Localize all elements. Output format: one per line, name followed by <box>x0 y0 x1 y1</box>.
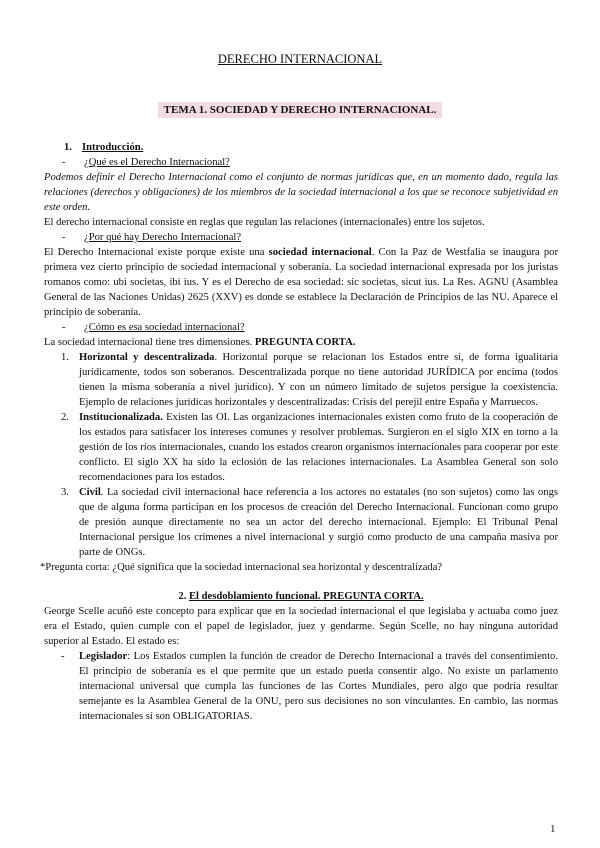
dimension-item <box>44 410 558 485</box>
why-bold-term: sociedad internacional <box>268 247 372 258</box>
item-number: 1. <box>61 352 69 363</box>
question-text: ¿Cómo es esa sociedad internacional? <box>84 322 245 333</box>
short-question-note: *Pregunta corta: ¿Qué significa que la sociedad internacional sea horizontal y descentralizada? <box>40 562 443 573</box>
role-term: Legislador <box>79 651 128 662</box>
item-term: Civil <box>79 487 101 498</box>
chapter-subtitle-text: TEMA 1. SOCIEDAD Y DERECHO INTERNACIONAL. <box>158 102 443 118</box>
scelle-paragraph: George Scelle acuñó este concepto para explicar que en la sociedad internacional el que legislaba y actuaba como juez era el Estado, quien cumple con el papel de legislador, juez y gendarme. Según Scelle, no hay ninguna autoridad superior al Estado. El estado es: <box>44 606 558 647</box>
bullet-dash: - <box>61 651 65 662</box>
page-number: 1 <box>550 823 556 835</box>
question-text: ¿Qué es el Derecho Internacional? <box>84 157 230 168</box>
short-question-tag: PREGUNTA CORTA. <box>254 337 356 348</box>
section-number: 1. <box>64 142 72 153</box>
dimension-item <box>44 350 558 410</box>
dimension-item <box>44 485 558 560</box>
document-title: DERECHO INTERNACIONAL <box>217 52 383 66</box>
why-paragraph <box>44 245 558 320</box>
document-body <box>40 140 558 724</box>
section-heading-desdoblamiento <box>44 589 558 604</box>
item-text: . Horizontal porque se relacionan los Estados entre sí, de forma igualitaria jurídicamente, todos son soberanos. Descentralizada porque no tiene autoridad JURÍDICA por encima (todos tienen la misma soberanía a nivel jurídico). Y con un número limitado de sujetos persigue la coexistencia. Ejemplo de relaciones jurídicas horizontales y descentralizadas: Crisis del perejil entre España y Marruecos. <box>79 352 558 408</box>
bullet-dash: - <box>62 322 66 333</box>
chapter-subtitle <box>0 103 600 118</box>
dimensions-intro-text: La sociedad internacional tiene tres dimensiones. <box>44 337 255 348</box>
question-what-is <box>62 155 558 170</box>
definition-paragraph: Podemos definir el Derecho Internacional como el conjunto de normas jurídicas que, en un momento dado, regula las relaciones (derechos y obligaciones) de los miembros de la sociedad internacional a los que se reconoce subjetividad en este orden. <box>44 172 558 213</box>
item-term: Institucionalizada. <box>79 412 163 423</box>
section-heading-introduccion <box>64 140 558 155</box>
why-text-start: El Derecho Internacional existe porque existe una <box>44 247 269 258</box>
item-text: Existen las OI. Las organizaciones internacionales existen como fruto de la cooperación de los estados para satisfacer los intereses comunes y resolver problemas. Surgieron en el siglo XIX en torno a la gestión de los ríos internacionales, cuando los estados crearon organismos internacionales para cooperar por este conflicto. El siglo XX ha sido la eclosión de las relaciones internacionales. La Asamblea General son solo recomendaciones para los estados. <box>79 412 558 483</box>
dimensions-intro <box>44 335 558 350</box>
role-item-legislador <box>44 649 558 724</box>
section-heading-text: Introducción. <box>82 142 144 153</box>
question-text: ¿Por qué hay Derecho Internacional? <box>84 232 242 243</box>
section-number: 2. <box>178 591 187 602</box>
spacer <box>44 575 558 589</box>
question-why <box>62 230 558 245</box>
bullet-dash: - <box>62 232 66 243</box>
why-text-end: . Con la Paz de Westfalia se inaugura por primera vez cierto principio de sociedad internacional y soberanía. La sociedad internacional expresada por los juristas romanos como: ubi societas, ibi ius. Y es el Derecho de esa sociedad: sic societas, sicut ius. La Res. AGNU (Asamblea General de las Naciones Unidas) 2625 (XXV) es donde se establece la Declaración de Principios de las NU. Aparece el principio de soberanía. <box>44 247 558 318</box>
item-number: 2. <box>61 412 69 423</box>
item-term: Horizontal y descentralizada <box>79 352 215 363</box>
item-number: 3. <box>61 487 69 498</box>
bullet-dash: - <box>62 157 66 168</box>
section-heading-text: El desdoblamiento funcional. PREGUNTA CORTA. <box>188 591 424 602</box>
summary-paragraph: El derecho internacional consiste en reglas que regulan las relaciones (internacionales) entre los sujetos. <box>44 217 485 228</box>
role-text: : Los Estados cumplen la función de creador de Derecho Internacional a través del consentimiento. El principio de soberanía es el que permite que un estado pueda consentir algo. No existe un parlamento internacional universal que cumpla las funciones de las Cortes Mundiales, pero algo que podría resultar semejante es la Asamblea General de la ONU, pero sus decisiones no son vinculantes. En cambio, las normas internacionales sí son OBLIGATORIAS. <box>79 651 558 722</box>
item-text: . La sociedad civil internacional hace referencia a los actores no estatales (no son sujetos) como las ongs que de alguna forma participan en los procesos de creación del Derecho Internacional. Funcionan como grupo de presión aunque directamente no sea un actor del derecho internacional. Ejemplo: El Tribunal Penal Internacional persigue los crímenes a nivel internacional y surgió como producto de una campaña masiva por parte de ONGs. <box>79 487 558 558</box>
question-how <box>62 320 558 335</box>
